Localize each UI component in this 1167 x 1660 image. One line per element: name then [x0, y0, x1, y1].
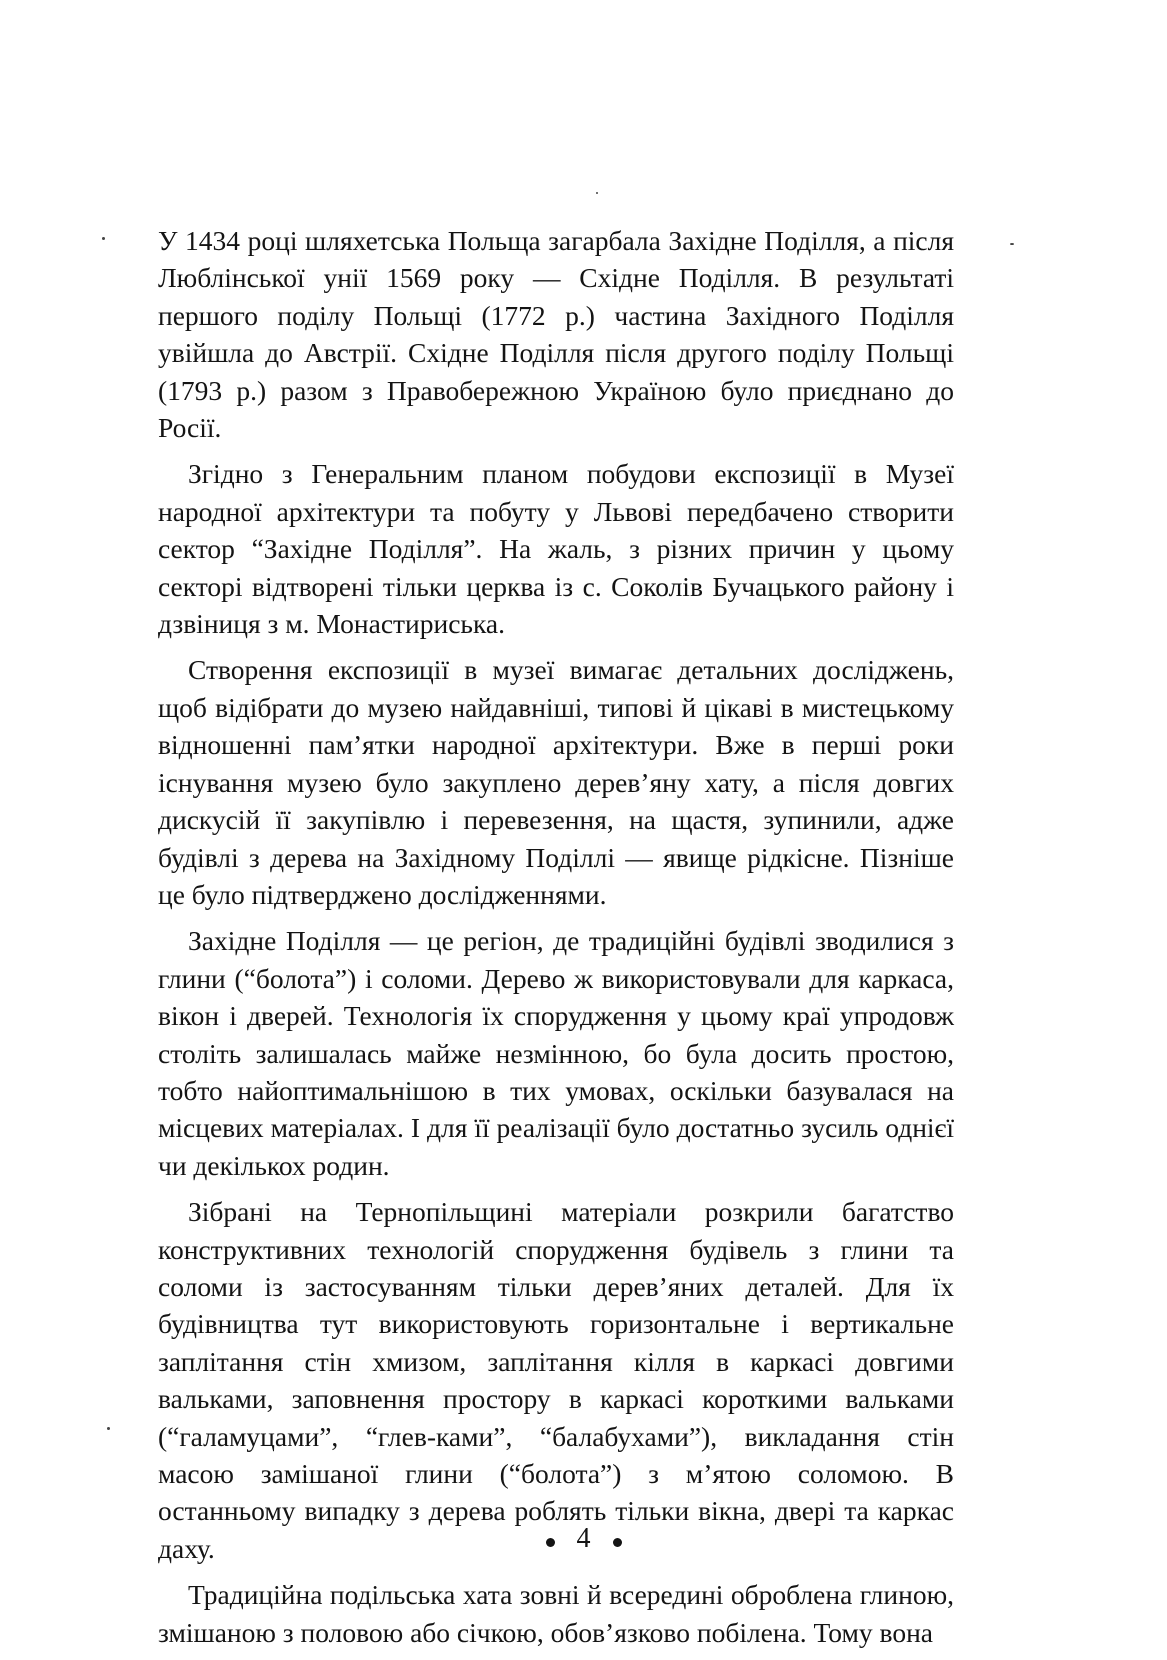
bullet-dot-icon — [613, 1538, 622, 1547]
paragraph: Створення експозиції в музеї вимагає детальних досліджень, щоб відібрати до музею найдавніші, типові й цікаві в мистецькому відношенні пам’ятки народної архітектури. Вже в перші роки існування музею було закуплено дерев’яну хату, а після довгих дискусій її закупівлю і перевезення, на щастя, зупинили, адже будівлі з дерева на Західному Поділлі — явище рідкісне. Пізніше це було підтверджено дослідженнями. — [158, 654, 954, 910]
page-number: 4 — [576, 1523, 591, 1554]
paragraph: Західне Поділля — це регіон, де традиційні будівлі зводилися з глини (“болота”) і соломи. Дерево ж використовували для каркаса, вікон і дверей. Технологія їх спорудження у цьому краї упродовж століть залишалась майже незмінною, бо була досить простою, тобто найоптимальнішою в тих умовах, оскільки базувалася на місцевих матеріалах. І для її реалізації було достатньо зусиль однієї чи декількох родин. — [158, 925, 954, 1181]
page-footer — [0, 1522, 1167, 1556]
paragraph: Згідно з Генеральним планом побудови експозиції в Музеї народної архітектури та побуту у Львові передбачено створити сектор “Західне Поділля”. На жаль, з різних причин у цьому секторі відтворені тільки церква із с. Соколів Бучацького району і дзвіниця з м. Монастириська. — [158, 458, 954, 640]
page-body-text — [158, 222, 954, 1660]
bullet-dot-icon — [546, 1538, 555, 1547]
scan-speck — [596, 192, 598, 194]
scan-speck — [107, 1427, 110, 1430]
scan-speck — [1010, 243, 1014, 245]
paragraph: У 1434 році шляхетська Польща загарбала Західне Поділля, а після Люблінської унії 1569 року — Східне Поділля. В результаті першого поділу Польщі (1772 р.) частина Західного Поділля увійшла до Австрії. Східне Поділля після другого поділу Польщі (1793 р.) разом з Правобережною Україною було приєднано до Росії. — [158, 225, 954, 444]
scan-speck — [102, 237, 105, 240]
paragraph: Зібрані на Тернопільщині матеріали розкрили багатство конструктивних технологій спорудження будівель з глини та соломи із застосуванням тільки дерев’яних деталей. Для їх будівництва тут використовують горизонтальне і вертикальне заплітання стін хмизом, заплітання кілля в каркасі довгими вальками, заповнення простору в каркасі короткими вальками (“галамуцами”, “глев-ками”, “балабухами”), викладання стін масою замішаної глини (“болота”) з м’ятою соломою. В останньому випадку з дерева роблять тільки вікна, двері та каркас даху. — [158, 1196, 954, 1564]
paragraph: Традиційна подільська хата зовні й всередині оброблена глиною, змішаною з половою або січкою, обов’язково побілена. Тому вона — [158, 1579, 954, 1648]
